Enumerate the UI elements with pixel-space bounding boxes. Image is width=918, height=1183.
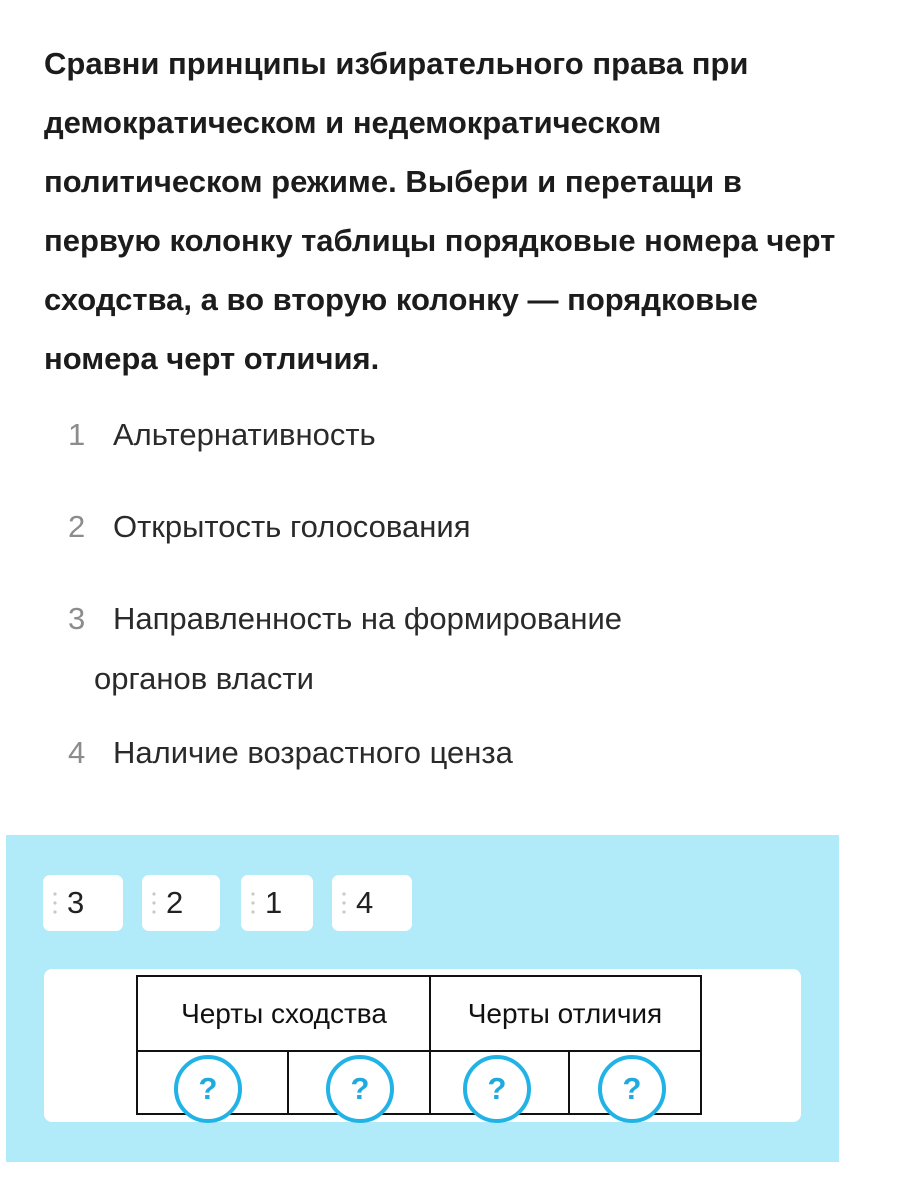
table-divider bbox=[568, 1052, 570, 1113]
chip-label: 3 bbox=[67, 885, 85, 920]
option-text: Наличие возрастного ценза bbox=[113, 735, 513, 770]
chip-label: 1 bbox=[265, 885, 283, 920]
drag-handle-icon bbox=[51, 890, 59, 916]
option-item-2 bbox=[68, 497, 470, 557]
drag-drop-panel bbox=[6, 835, 839, 1162]
option-number: 2 bbox=[68, 509, 86, 544]
column-header-differences: Черты отличия bbox=[430, 977, 700, 1052]
drop-slot-difference-1[interactable]: ? bbox=[463, 1055, 531, 1123]
question-text: Сравни принципы избирательного права при демократическом и недемократическом политическом режиме. Выбери и перетащи в первую колонку таблицы порядковые номера черт сходства, а во вторую колонку — порядковые номера черт отличия. bbox=[44, 46, 836, 376]
drop-slot-similarity-1[interactable]: ? bbox=[174, 1055, 242, 1123]
option-number: 3 bbox=[68, 601, 86, 636]
option-text-continuation: органов власти bbox=[94, 661, 314, 696]
drag-handle-icon bbox=[340, 890, 348, 916]
drag-chip-1[interactable] bbox=[241, 875, 313, 931]
drop-slot-difference-2[interactable]: ? bbox=[598, 1055, 666, 1123]
option-text: Открытость голосования bbox=[113, 509, 471, 544]
drag-chip-4[interactable] bbox=[332, 875, 412, 931]
option-number: 1 bbox=[68, 417, 86, 452]
drag-chip-2[interactable] bbox=[142, 875, 220, 931]
option-text: Направленность на формирование bbox=[113, 601, 623, 636]
option-item-3 bbox=[68, 589, 622, 709]
chip-label: 4 bbox=[356, 885, 374, 920]
column-header-similarities: Черты сходства bbox=[138, 977, 430, 1052]
option-text: Альтернативность bbox=[113, 417, 376, 452]
chip-label: 2 bbox=[166, 885, 184, 920]
answer-table-card bbox=[44, 969, 801, 1122]
drag-handle-icon bbox=[150, 890, 158, 916]
option-item-1 bbox=[68, 405, 376, 465]
table-divider bbox=[429, 977, 431, 1113]
option-item-4 bbox=[68, 723, 513, 783]
table-divider bbox=[287, 1052, 289, 1113]
drop-slot-similarity-2[interactable]: ? bbox=[326, 1055, 394, 1123]
option-number: 4 bbox=[68, 735, 86, 770]
drag-chip-3[interactable] bbox=[43, 875, 123, 931]
drag-handle-icon bbox=[249, 890, 257, 916]
